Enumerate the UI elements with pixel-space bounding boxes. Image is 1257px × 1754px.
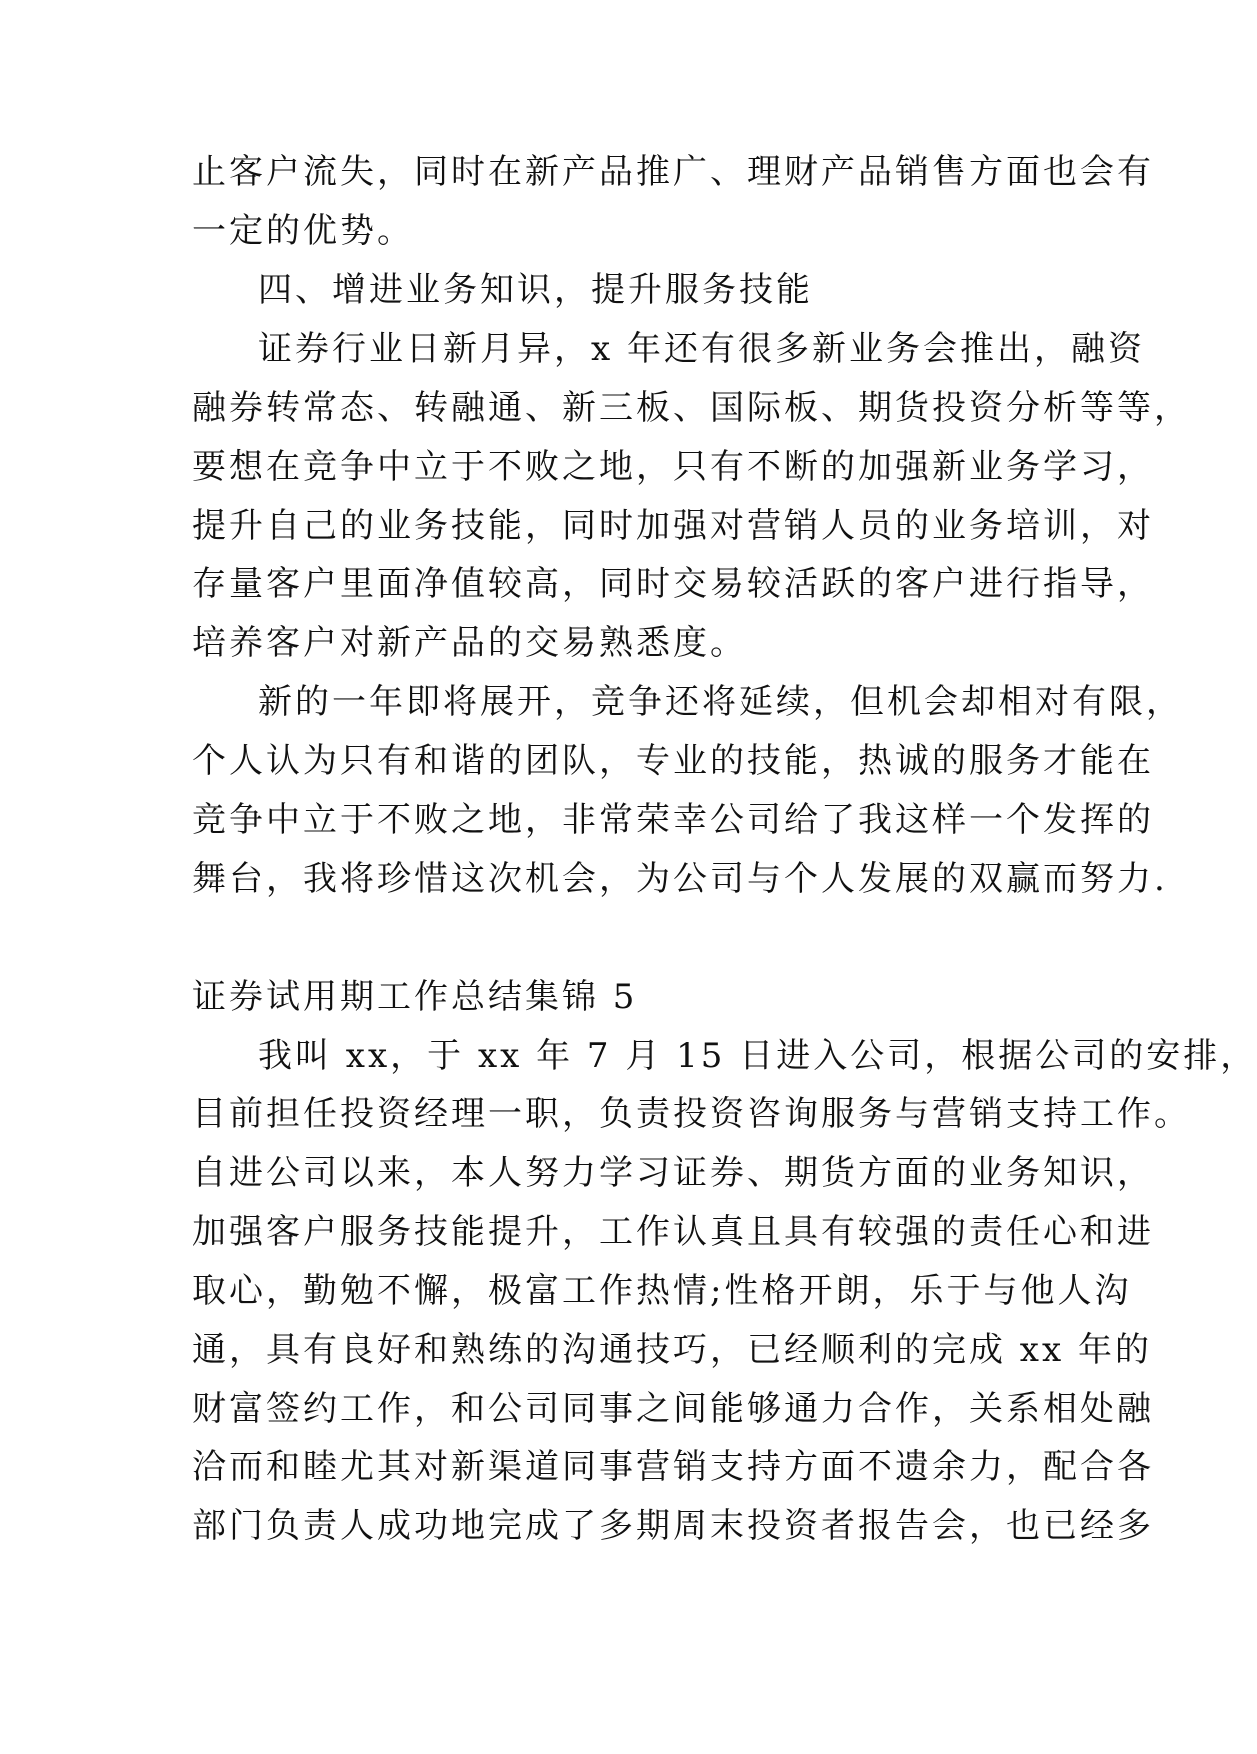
section-heading: 四、增进业务知识，提升服务技能 bbox=[258, 270, 813, 310]
text-line: 部门负责人成功地完成了多期周末投资者报告会，也已经多 bbox=[192, 1506, 1154, 1546]
text-line: 财富签约工作，和公司同事之间能够通力合作，关系相处融 bbox=[192, 1389, 1154, 1429]
text-line: 通，具有良好和熟练的沟通技巧，已经顺利的完成 xx 年的 bbox=[192, 1330, 1152, 1370]
text-line: 洽而和睦尤其对新渠道同事营销支持方面不遗余力，配合各 bbox=[192, 1447, 1154, 1487]
text-line: 融券转常态、转融通、新三板、国际板、期货投资分析等等， bbox=[192, 388, 1191, 428]
text-line: 目前担任投资经理一职，负责投资咨询服务与营销支持工作。 bbox=[192, 1094, 1191, 1134]
text-line: 我叫 xx，于 xx 年 7 月 15 日进入公司，根据公司的安排， bbox=[258, 1036, 1257, 1076]
text-line: 要想在竞争中立于不败之地，只有不断的加强新业务学习， bbox=[192, 447, 1154, 487]
text-line: 竞争中立于不败之地，非常荣幸公司给了我这样一个发挥的 bbox=[192, 800, 1154, 840]
text-line: 培养客户对新产品的交易熟悉度。 bbox=[192, 623, 747, 663]
text-line: 证券行业日新月异，x 年还有很多新业务会推出，融资 bbox=[258, 329, 1145, 369]
text-line: 提升自己的业务技能，同时加强对营销人员的业务培训，对 bbox=[192, 506, 1154, 546]
text-line: 一定的优势。 bbox=[192, 211, 414, 251]
text-line: 个人认为只有和谐的团队，专业的技能，热诚的服务才能在 bbox=[192, 741, 1154, 781]
text-line: 新的一年即将展开，竞争还将延续，但机会却相对有限， bbox=[258, 682, 1183, 722]
text-line: 取心，勤勉不懈，极富工作热情;性格开朗，乐于与他人沟 bbox=[192, 1271, 1132, 1311]
text-line: 加强客户服务技能提升，工作认真且具有较强的责任心和进 bbox=[192, 1212, 1154, 1252]
text-line: 止客户流失，同时在新产品推广、理财产品销售方面也会有 bbox=[192, 152, 1154, 192]
text-line: 自进公司以来，本人努力学习证券、期货方面的业务知识， bbox=[192, 1153, 1154, 1193]
text-line: 存量客户里面净值较高，同时交易较活跃的客户进行指导， bbox=[192, 564, 1154, 604]
text-line: 舞台，我将珍惜这次机会，为公司与个人发展的双赢而努力. bbox=[192, 859, 1168, 899]
document-heading: 证券试用期工作总结集锦 5 bbox=[192, 977, 638, 1017]
